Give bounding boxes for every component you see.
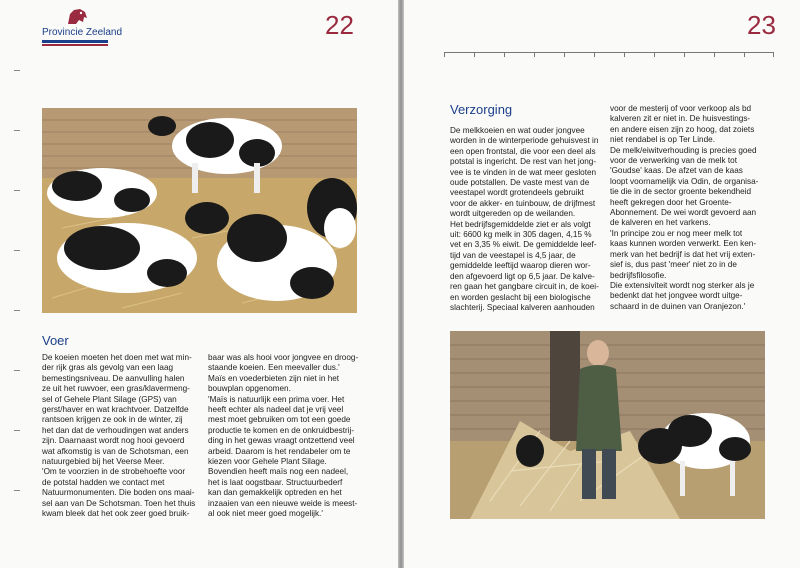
text-column-1 xyxy=(42,353,204,520)
top-ruler xyxy=(444,52,774,58)
logo-bar-red xyxy=(42,44,108,46)
right-page xyxy=(404,0,800,568)
margin-ticks xyxy=(14,60,20,540)
section-title-verzorging: Verzorging xyxy=(450,102,513,117)
text-column-1 xyxy=(450,126,608,313)
cows-illustration xyxy=(42,108,357,313)
verzorging-paragraph-2: voor de mesterij of voor verkoop als bd kalveren zit er niet in. De huisvestings- en andere eisen zijn zo hoog, dat zoiets niet rendabel is op Ter Linde. De melk/eiwitverhouding is precies goed voor de verwerking van de melk tot 'Goudse' kaas. De afzet van de kaas loopt voornamelijk via Odin, de organisa- tie die in de sector groente bekendheid heeft gekregen door het Groente- Abonnement. De wei wordt gevoerd aan de kalveren en het varkens. 'In principe zou er nog meer melk tot kaas kunnen worden verwerkt. Een ken- merk van het bedrijf is dat het vrij exten- sief is, dus past 'meer' niet zo in de bedrijfsfilosofie. Die extensiviteit wordt nog sterker als je bedenkt dat het jongvee wordt uitge- schaard in de duinen van Oranjezon.' xyxy=(610,104,759,311)
page-number: 22 xyxy=(325,10,354,40)
verzorging-paragraph-1: De melkkoeien en wat ouder jongvee worden in de winterperiode gehuisvest in een open frontstal, die voor een deel als potstal is ingericht. De rest van het jong- vee is te vinden in de wat meer gesloten oude potstallen. De vaste mest van de veestapel wordt grotendeels gebruikt voor de akker- en tuinbouw, de drijfmest wordt uitgereden op de weilanden. Het bedrijfsgemiddelde ziet er als volgt uit: 6600 kg melk in 305 dagen, 4,15 % vet en 3,35 % eiwit. De gemiddelde leef- tijd van de veestapel is 4,5 jaar, de gemiddelde leeftijd waarop dieren wor- den afgevoerd ligt op 6,5 jaar. De kalve- ren gaan het gangbare circuit in, de koei- en worden geslacht bij een biologische slachterij. Speciaal kalveren aanhouden xyxy=(450,126,599,312)
page-number: 23 xyxy=(747,10,776,40)
cows-photo xyxy=(42,108,357,313)
left-page xyxy=(0,0,398,568)
farmer-photo xyxy=(450,331,765,519)
text-column-2 xyxy=(610,104,768,312)
farmer-calves-illustration xyxy=(450,331,765,519)
provincie-zeeland-logo xyxy=(42,8,123,46)
voer-paragraph-1: De koeien moeten het doen met wat min- der rijk gras als gevolg van een laag bemestingsniveau. De aanvulling halen ze uit het ruwvoer, een gras/klavermeng- sel of Gehele Plant Silage (GPS) van gerst/haver en wat krachtvoer. Datzelfde rantsoen krijgen ze ook in de winter, zij het dan dat de verhoudingen wat anders zijn. Daarnaast wordt nog hooi gevoerd wat afkomstig is van de Schotsman, een natuurgebied bij het Veerse Meer. 'Om te voorzien in de strobehoefte voor de potstal hadden we contact met Natuurmonumenten. Die boden ons maai- sel aan van De Schotsman. Toen het thuis kwam bleek dat het ook zeer goed bruik- xyxy=(42,353,196,519)
voer-paragraph-2: baar was als hooi voor jongvee en droog- staande koeien. Een meevaller dus.' Maïs en voederbieten zijn niet in het bouwplan opgenomen. 'Maïs is natuurlijk een prima voer. Het heeft echter als nadeel dat je vrij veel mest moet gebruiken om tot een goede productie te komen en de onkruidbestrij- ding in het gewas vraagt ontzettend veel arbeid. Daarom is het rendabeler om te kiezen voor Gehele Plant Silage. Bovendien heeft maïs nog een nadeel, het is laat oogstbaar. Structuurbederf kan dan gemakkelijk optreden en het inzaaien van een nieuwe weide is meest- al ook niet meer goed mogelijk.' xyxy=(208,353,359,519)
lion-emblem-icon xyxy=(66,8,88,26)
section-title-voer: Voer xyxy=(42,333,69,348)
logo-bar-blue xyxy=(42,40,108,43)
logo-text: Provincie Zeeland xyxy=(42,27,123,38)
text-column-2 xyxy=(208,353,370,520)
